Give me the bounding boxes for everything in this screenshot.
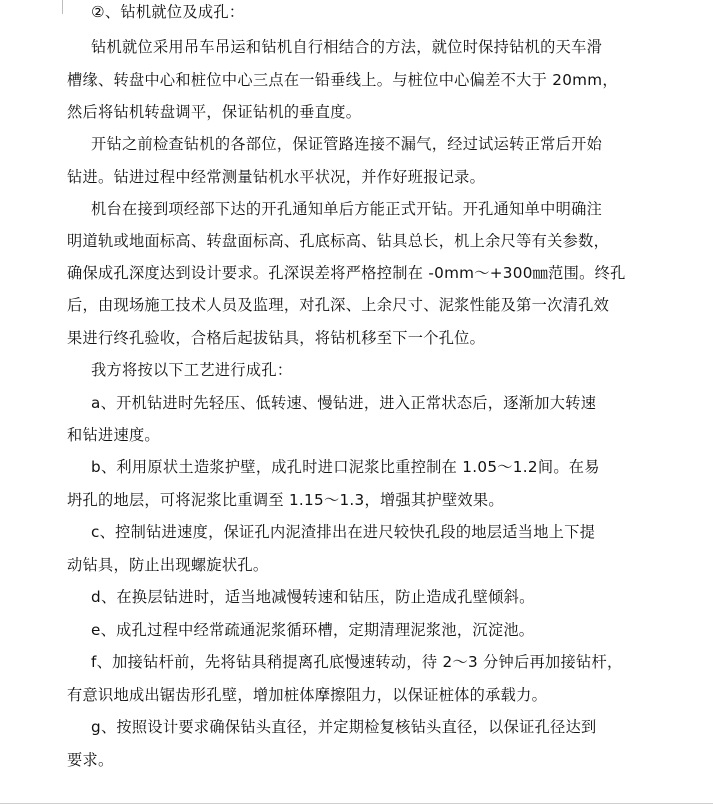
paragraph-line: 我方将按以下工艺进行成孔： (91, 361, 293, 379)
process-step-line: b、利用原状土造浆护壁，成孔时进口泥浆比重控制在 1.05～1.2间。在易 (91, 458, 600, 476)
paragraph-line: 果进行终孔验收，合格后起拔钻具，将钻机移至下一个孔位。 (67, 329, 486, 347)
process-step-line: d、在换层钻进时，适当地减慢转速和钻压，防止造成孔壁倾斜。 (91, 588, 535, 606)
page-bottom-rule (0, 803, 713, 804)
paragraph-line: 后，由现场施工技术人员及监理，对孔深、上余尺寸、泥浆性能及第一次清孔效 (67, 296, 610, 314)
paragraph-line: 然后将钻机转盘调平，保证钻机的垂直度。 (67, 103, 362, 121)
paragraph-line: 钻机就位采用吊车吊运和钻机自行相结合的方法，就位时保持钻机的天车滑 (91, 38, 603, 56)
process-step-line: 动钻具，防止出现螺旋状孔。 (67, 556, 269, 574)
paragraph-line: 开钻之前检查钻机的各部位，保证管路连接不漏气，经过试运转正常后开始 (91, 135, 603, 153)
paragraph-line: 钻进。钻进过程中经常测量钻机水平状况，并作好班报记录。 (67, 168, 486, 186)
process-step-line: c、控制钻进速度，保证孔内泥渣排出在进尺较快孔段的地层适当地上下提 (91, 523, 596, 541)
process-step-line: 坍孔的地层，可将泥浆比重调至 1.15～1.3，增强其护壁效果。 (67, 491, 504, 509)
paragraph-line: 明道轨或地面标高、转盘面标高、孔底标高、钻具总长，机上余尺等有关参数， (67, 232, 610, 250)
section-heading: ②、钻机就位及成孔： (91, 3, 245, 21)
margin-corner-mark (62, 0, 63, 14)
process-step-line: 要求。 (67, 751, 114, 769)
paragraph-line: 机台在接到项经部下达的开孔通知单后方能正式开钻。开孔通知单中明确注 (91, 200, 603, 218)
process-step-line: f、加接钻杆前，先将钻具稍提离孔底慢速转动，待 2～3 分钟后再加接钻杆， (91, 653, 623, 671)
paragraph-line: 槽缘、转盘中心和桩位中心三点在一铅垂线上。与桩位中心偏差不大于 20mm， (67, 71, 618, 89)
process-step-line: a、开机钻进时先轻压、低转速、慢钻进，进入正常状态后，逐渐加大转速 (91, 394, 597, 412)
process-step-line: g、按照设计要求确保钻头直径，并定期检复核钻头直径，以保证孔径达到 (91, 718, 597, 736)
process-step-line: e、成孔过程中经常疏通泥浆循环槽，定期清理泥浆池，沉淀池。 (91, 621, 535, 639)
process-step-line: 和钻进速度。 (67, 426, 160, 444)
process-step-line: 有意识地成出锯齿形孔壁，增加桩体摩擦阻力，以保证桩体的承载力。 (67, 686, 548, 704)
paragraph-line: 确保成孔深度达到设计要求。孔深误差将严格控制在 -0mm～+300㎜范围。终孔 (67, 264, 626, 282)
